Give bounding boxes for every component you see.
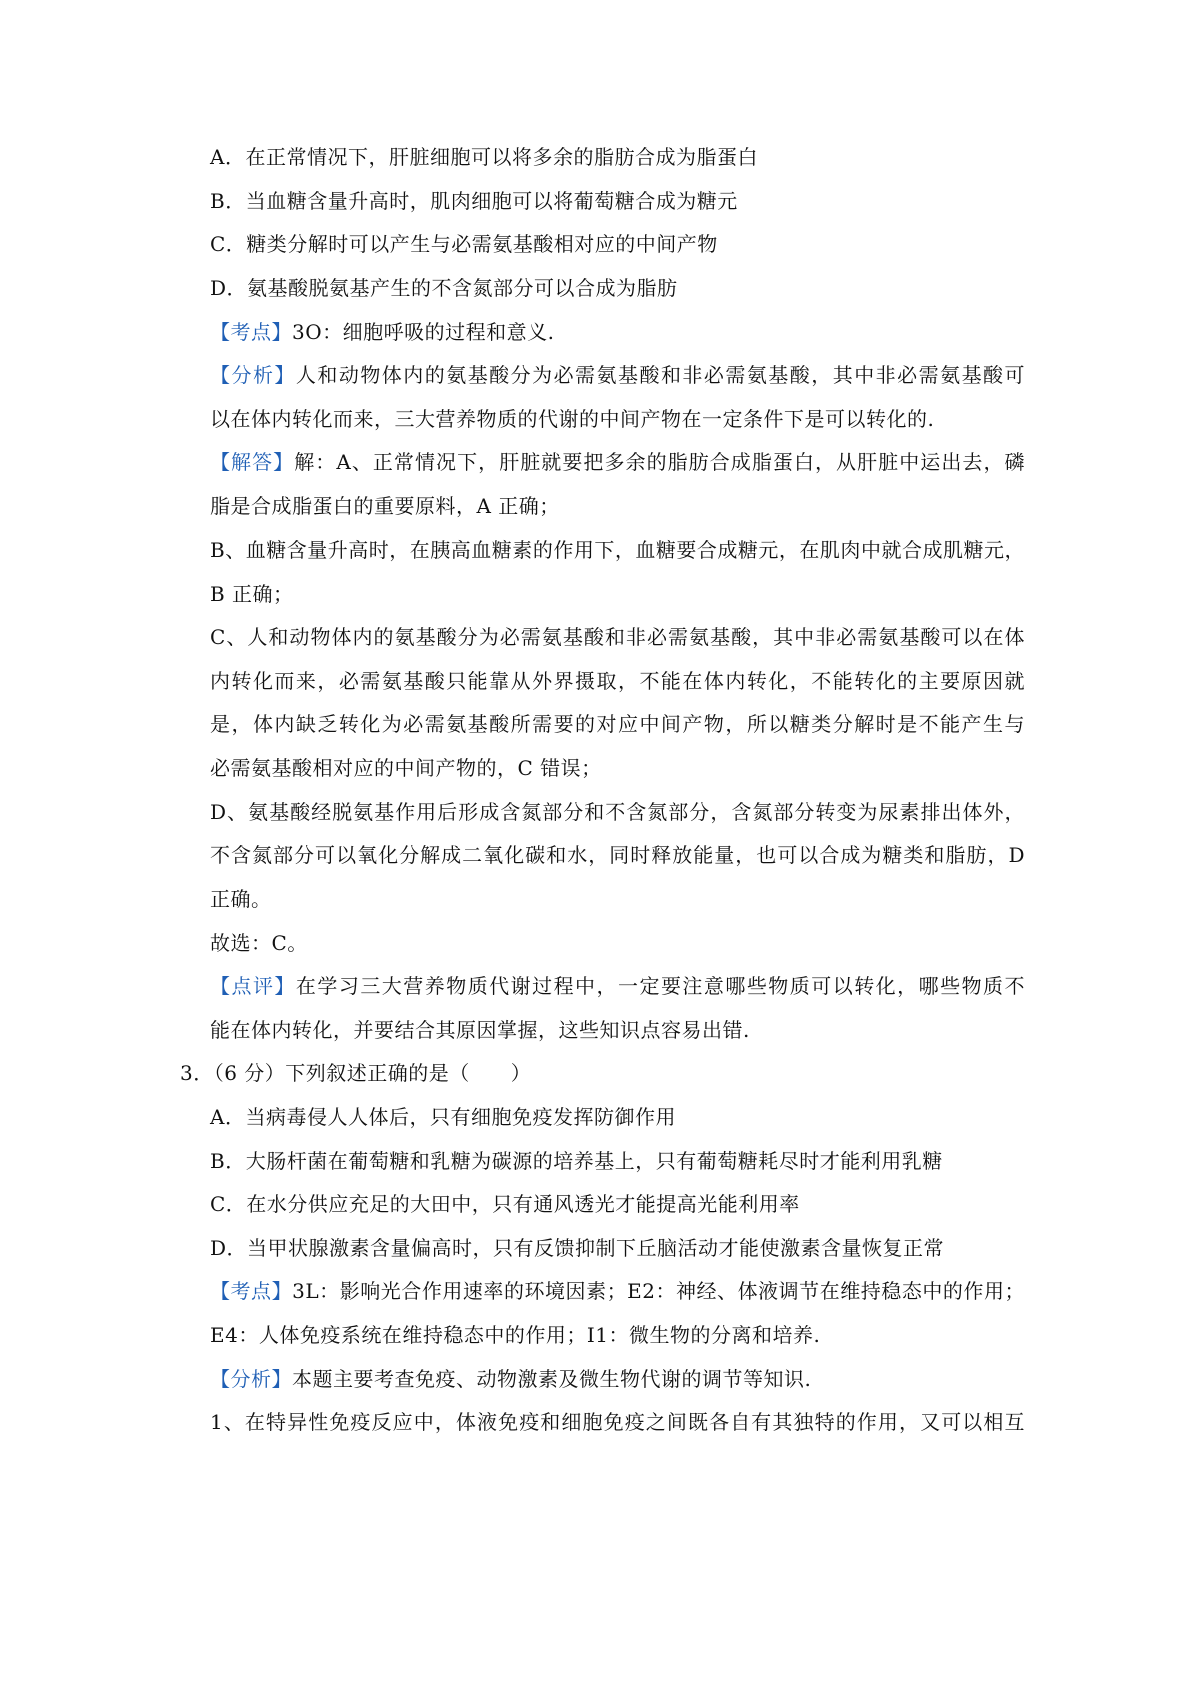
option-c-line: C．糖类分解时可以产生与必需氨基酸相对应的中间产物 (210, 232, 718, 256)
text-line: 正确。 (210, 887, 272, 911)
text-line: 1、在特异性免疫反应中，体液免疫和细胞免疫之间既各自有其独特的作用，又可以相互 (210, 1410, 1025, 1434)
text-line: 内转化而来，必需氨基酸只能靠从外界摄取，不能在体内转化，不能转化的主要原因就 (210, 669, 1025, 693)
kaodian-line: 【考点】3L：影响光合作用速率的环境因素；E2：神经、体液调节在维持稳态中的作用； (210, 1279, 1025, 1303)
text-line: 是，体内缺乏转化为必需氨基酸所需要的对应中间产物，所以糖类分解时是不能产生与 (210, 712, 1025, 736)
question-3-line: 3．（6 分）下列叙述正确的是（ ） (180, 1061, 532, 1085)
text-line: 能在体内转化，并要结合其原因掌握，这些知识点容易出错. (210, 1018, 750, 1042)
option-a-line: A．当病毒侵人人体后，只有细胞免疫发挥防御作用 (210, 1105, 676, 1129)
answer-line: 故选：C。 (210, 931, 308, 955)
kaodian-line: 【考点】3O：细胞呼吸的过程和意义. (210, 320, 555, 344)
fenxi-tag: 【分析】 (210, 363, 296, 387)
jieda-line: 【解答】解：A、正常情况下，肝脏就要把多余的脂肪合成脂蛋白，从肝脏中运出去，磷 (210, 450, 1025, 474)
text-line: B 正确； (210, 582, 294, 606)
option-b-line: B．大肠杆菌在葡萄糖和乳糖为碳源的培养基上，只有葡萄糖耗尽时才能利用乳糖 (210, 1149, 943, 1173)
text-line: 必需氨基酸相对应的中间产物的，C 错误； (210, 756, 602, 780)
jieda-tag: 【解答】 (210, 450, 295, 474)
dianping-line: 【点评】在学习三大营养物质代谢过程中，一定要注意哪些物质可以转化，哪些物质不 (210, 974, 1026, 998)
text-line: C、人和动物体内的氨基酸分为必需氨基酸和非必需氨基酸，其中非必需氨基酸可以在体 (210, 625, 1025, 649)
option-d-line: D．氨基酸脱氨基产生的不含氮部分可以合成为脂肪 (210, 276, 678, 300)
text-line: 脂是合成脂蛋白的重要原料，A 正确； (210, 494, 560, 518)
text-line: 不含氮部分可以氧化分解成二氧化碳和水，同时释放能量，也可以合成为糖类和脂肪，D (210, 843, 1025, 867)
text-line: B、血糖含量升高时，在胰高血糖素的作用下，血糖要合成糖元，在肌肉中就合成肌糖元， (210, 538, 1025, 562)
option-a-line: A．在正常情况下，肝脏细胞可以将多余的脂肪合成为脂蛋白 (210, 145, 758, 169)
option-d-line: D．当甲状腺激素含量偏高时，只有反馈抑制下丘脑活动才能使激素含量恢复正常 (210, 1236, 945, 1260)
dianping-tag: 【点评】 (210, 974, 296, 998)
kaodian-tag: 【考点】 (210, 1279, 293, 1303)
kaodian-tag: 【考点】 (210, 320, 292, 344)
text-line: 以在体内转化而来，三大营养物质的代谢的中间产物在一定条件下是可以转化的. (210, 407, 935, 431)
option-b-line: B．当血糖含量升高时，肌肉细胞可以将葡萄糖合成为糖元 (210, 189, 738, 213)
text-line: D、氨基酸经脱氨基作用后形成含氮部分和不含氮部分，含氮部分转变为尿素排出体外， (210, 800, 1025, 824)
fenxi-tag: 【分析】 (210, 1367, 292, 1391)
option-c-line: C．在水分供应充足的大田中，只有通风透光才能提高光能利用率 (210, 1192, 800, 1216)
fenxi-line: 【分析】人和动物体内的氨基酸分为必需氨基酸和非必需氨基酸，其中非必需氨基酸可 (210, 363, 1026, 387)
fenxi-line: 【分析】本题主要考查免疫、动物激素及微生物代谢的调节等知识. (210, 1367, 812, 1391)
text-line: E4：人体免疫系统在维持稳态中的作用；I1：微生物的分离和培养. (210, 1323, 821, 1347)
